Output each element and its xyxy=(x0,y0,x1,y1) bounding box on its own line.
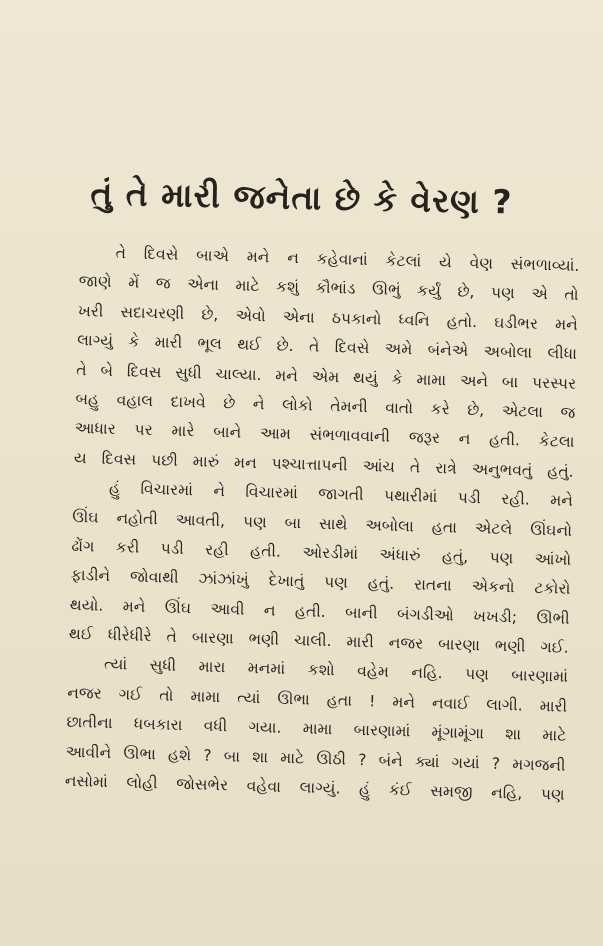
text-line: તે દિવસે બાએ મને ન કહેવાનાં કેટલાં યે વેણ સંભળાવ્યાં. xyxy=(115,244,580,275)
text-line: જાણે મેં જ એના માટે કશું કૌભાંડ ઊભું કર્યું છે, પણ એ તો xyxy=(78,272,579,305)
text-line: થયો. મને ઊંઘ આવી ન હતી. બાની બંગડીઓ ખખડી; ઊભી xyxy=(69,595,570,628)
text-line: નજર ગઈ તો મામા ત્યાં ઊભા હતા ! મને નવાઈ લાગી. મારી xyxy=(67,683,568,716)
text-line: આવીને ઊભા હશે ? બા શા માટે ઊઠી ? બંને ક્યાં ગયાં ? મગજની xyxy=(65,742,566,775)
text-line: બહુ વહાલ દાખવે છે ને લોકો તેમની વાતો કરે છે, એટલા જ xyxy=(75,389,576,422)
text-line: ય દિવસ પછી મારું મન પશ્ચાત્તાપની આંચ તે રાત્રે અનુભવતું હતું. xyxy=(73,448,574,481)
text-line: નસોમાં લોહી જોસભેર વહેવા લાગ્યું. હું કંઈ સમજી નહિ, પણ xyxy=(64,771,565,804)
text-line: ખરી સદાચરણી છે, એવો એના ઠપકાનો ધ્વનિ હતો. ઘડીભર મને xyxy=(77,301,579,334)
text-line: લાગ્યું કે મારી ભૂલ થઈ છે. તે દિવસે અમે બંનેએ અબોલા લીધા xyxy=(76,331,578,364)
text-line: છાતીના ધબકારા વધી ગયા. મામા બારણામાં મૂંગામૂંગા શા માટે xyxy=(66,713,567,746)
text-line: ફાડીને જોવાથી ઝાંઝાંખું દેખાતું પણ હતું. રાતના એકનો ટકોરો xyxy=(70,566,571,599)
text-line: ત્યાં સુધી મારા મનમાં કશો વહેમ નહિ. પણ બારણામાં xyxy=(103,655,569,687)
chapter-title: તું તે મારી જનેતા છે કે વેરણ ? xyxy=(90,173,513,222)
text-line: તે બે દિવસ સુધી ચાલ્યા. મને એમ થયું કે મામા અને બા પરસ્પર xyxy=(76,360,577,393)
text-line: આધાર પર મારે બાને આમ સંભળાવવાની જરૂર ન હતી. કેટલા xyxy=(74,419,575,452)
text-line: ઢોંગ કરી પડી રહી હતી. ઓરડીમાં અંધારું હતું, પણ આંખો xyxy=(71,536,572,569)
body-text xyxy=(64,238,579,810)
text-line: ઊંઘ નહોતી આવતી, પણ બા સાથે અબોલા હતા એટલે ઊંઘનો xyxy=(71,507,573,540)
text-line: હું વિચારમાં ને વિચારમાં જાગતી પથારીમાં પડી રહી. મને xyxy=(108,479,574,510)
text-line: થઈ ધીરેધીરે તે બારણા ભણી ચાલી. મારી નજર બારણા ભણી ગઈ. xyxy=(68,624,569,657)
